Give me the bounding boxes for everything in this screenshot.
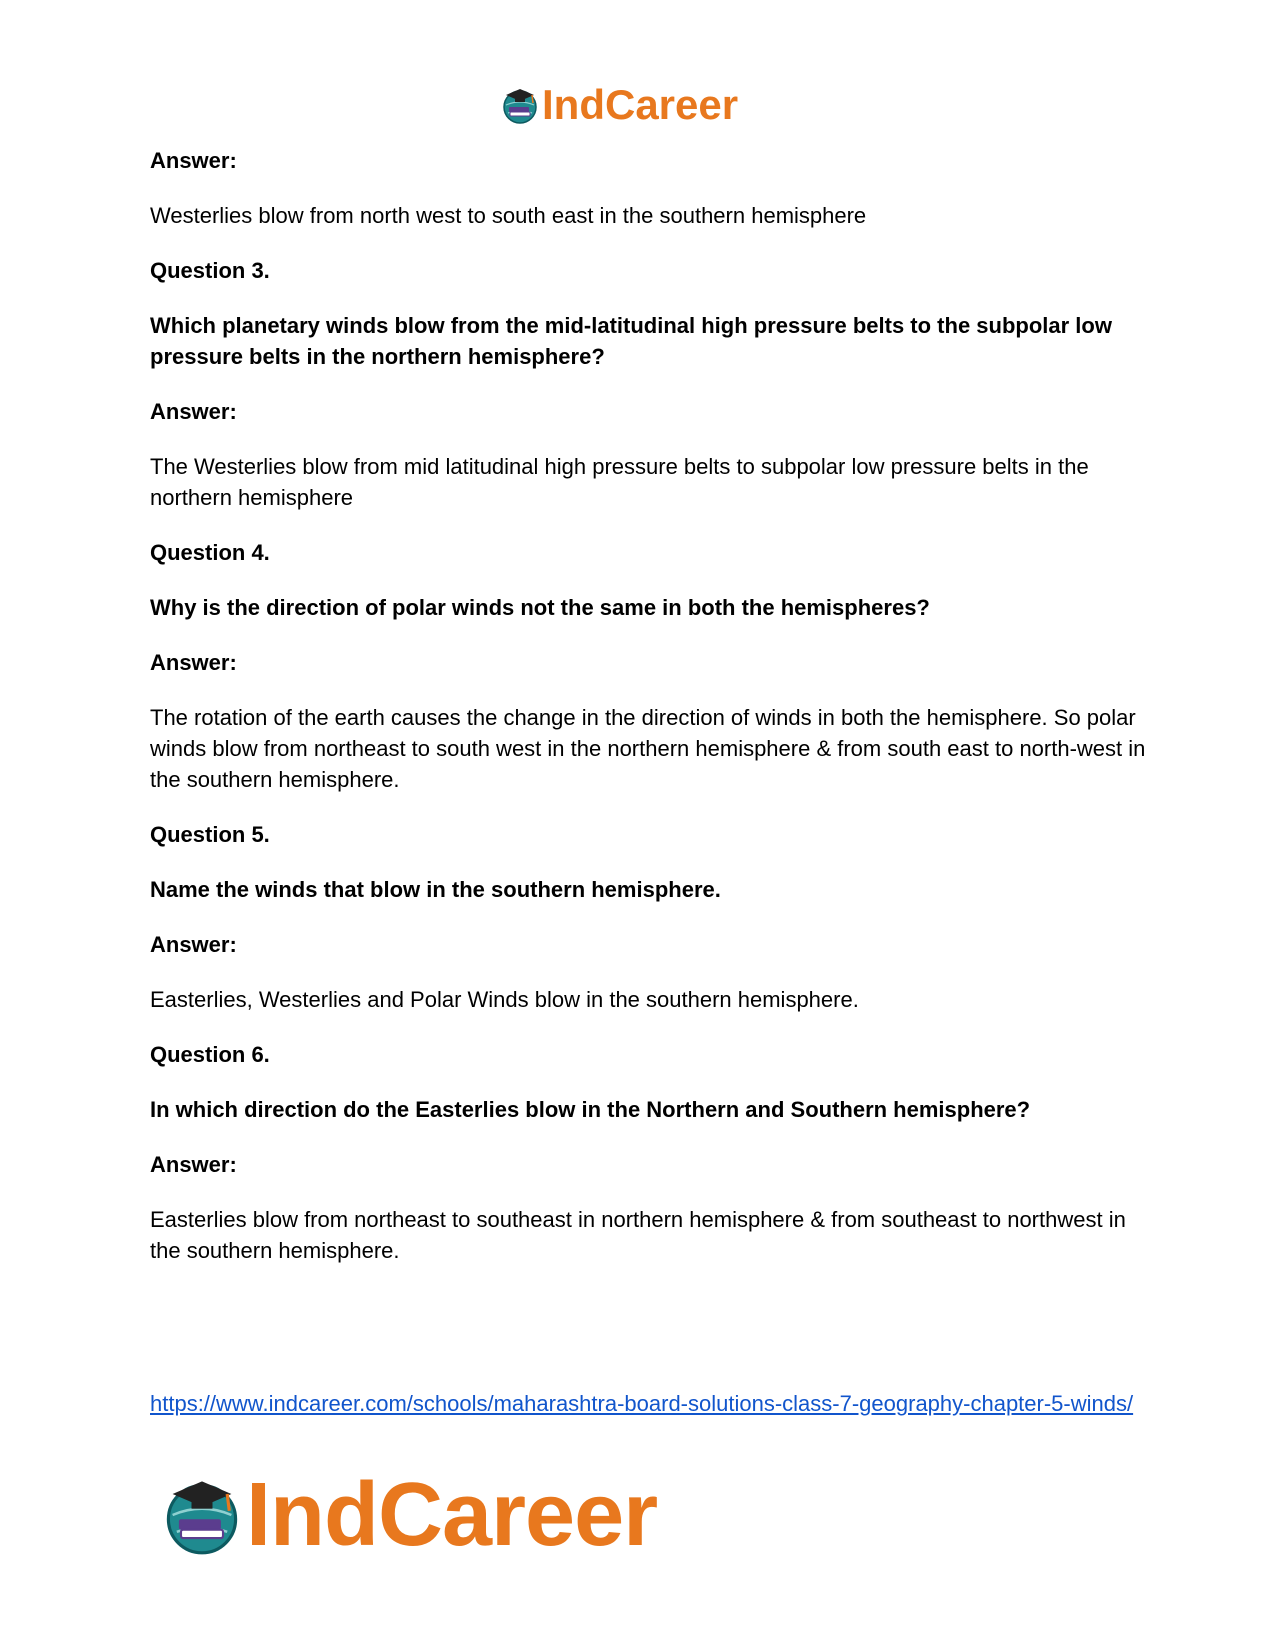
footer-logo	[160, 1465, 658, 1565]
question-number: Question 3.	[150, 258, 270, 283]
graduation-globe-icon	[500, 85, 540, 125]
answer-text: Easterlies blow from northeast to southeast in northern hemisphere & from southeast to northwest in the southern hemisphere.	[150, 1207, 1126, 1263]
question-text: Name the winds that blow in the southern hemisphere.	[150, 877, 721, 902]
answer-label: Answer:	[150, 148, 237, 173]
answer-text: The Westerlies blow from mid latitudinal high pressure belts to subpolar low pressure belts in the northern hemisphere	[150, 454, 1089, 510]
answer-label: Answer:	[150, 1152, 237, 1177]
answer-text: The rotation of the earth causes the change in the direction of winds in both the hemisphere. So polar winds blow from northeast to south west in the northern hemisphere & from south east to north-west in the southern hemisphere.	[150, 705, 1146, 792]
brand-name-part1: Ind	[246, 1465, 378, 1565]
question-number: Question 4.	[150, 540, 270, 565]
brand-wordmark	[246, 1465, 658, 1565]
answer-label: Answer:	[150, 399, 237, 424]
brand-name-part2: Career	[604, 81, 739, 128]
qa-content	[150, 145, 1150, 1290]
answer-label: Answer:	[150, 932, 237, 957]
answer-text: Westerlies blow from north west to south east in the southern hemisphere	[150, 203, 867, 228]
question-number: Question 5.	[150, 822, 270, 847]
answer-label: Answer:	[150, 650, 237, 675]
question-number: Question 6.	[150, 1042, 270, 1067]
header-logo	[500, 80, 738, 130]
brand-name-part2: Career	[377, 1465, 658, 1565]
answer-text: Easterlies, Westerlies and Polar Winds blow in the southern hemisphere.	[150, 987, 859, 1012]
question-text: In which direction do the Easterlies blow in the Northern and Southern hemisphere?	[150, 1097, 1031, 1122]
source-url-link[interactable]: https://www.indcareer.com/schools/maharashtra-board-solutions-class-7-geography-chapter-5-winds/	[150, 1391, 1134, 1416]
brand-name-part1: Ind	[542, 81, 605, 128]
brand-wordmark	[542, 81, 739, 128]
question-text: Why is the direction of polar winds not the same in both the hemispheres?	[150, 595, 930, 620]
graduation-globe-icon	[160, 1473, 244, 1557]
question-text: Which planetary winds blow from the mid-latitudinal high pressure belts to the subpolar low pressure belts in the northern hemisphere?	[150, 313, 1112, 369]
